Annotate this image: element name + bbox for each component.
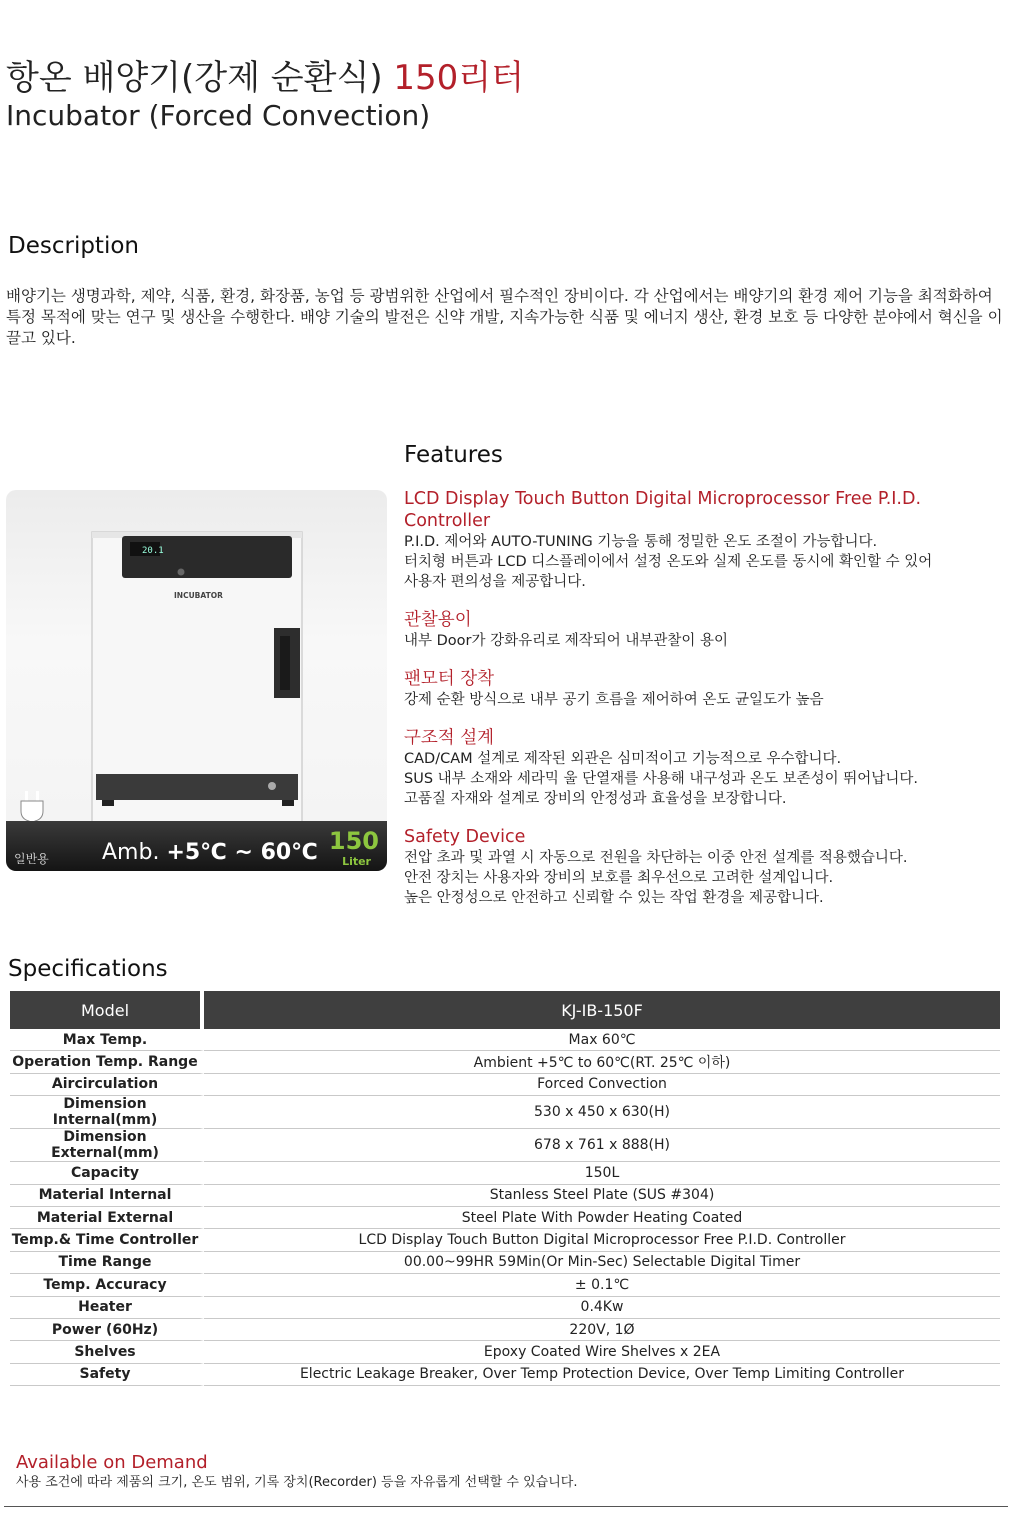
spec-key: Dimension External(mm) xyxy=(10,1129,204,1162)
incubator-label: INCUBATOR xyxy=(174,591,223,600)
spec-key: Temp.& Time Controller xyxy=(10,1229,204,1251)
feature-line: 전압 초과 및 과열 시 자동으로 전원을 차단하는 이중 안전 설계를 적용했습니다. xyxy=(404,850,908,866)
feature-item xyxy=(404,488,1004,592)
amb-range: +5℃ ~ 60℃ xyxy=(166,840,318,865)
available-text: 사용 조건에 따라 제품의 크기, 온도 범위, 기록 장치(Recorder) 등을 자유롭게 선택할 수 있습니다. xyxy=(16,1475,578,1490)
spec-value: Forced Convection xyxy=(204,1074,1000,1096)
table-row xyxy=(10,1207,1000,1229)
table-row xyxy=(10,1297,1000,1319)
feature-line: 안전 장치는 사용자와 장비의 보호를 최우선으로 고려한 설계입니다. xyxy=(404,870,834,886)
feature-item xyxy=(404,668,1004,710)
table-row xyxy=(10,1051,1000,1073)
spec-key: Time Range xyxy=(10,1252,204,1274)
spec-key: Dimension Internal(mm) xyxy=(10,1096,204,1129)
description-heading: Description xyxy=(8,233,139,259)
spec-key: Heater xyxy=(10,1297,204,1319)
spec-header-key: Model xyxy=(10,991,204,1029)
table-row xyxy=(10,1162,1000,1184)
product-image xyxy=(6,490,387,871)
display-readout: 20.1 xyxy=(142,546,164,556)
features-list xyxy=(404,488,1004,925)
spec-key: Capacity xyxy=(10,1162,204,1184)
spec-key: Aircirculation xyxy=(10,1074,204,1096)
spec-value: 220V, 1Ø xyxy=(204,1319,1000,1341)
spec-value: 530 x 450 x 630(H) xyxy=(204,1096,1000,1129)
feature-title: 구조적 설계 xyxy=(404,728,495,748)
spec-value: Stanless Steel Plate (SUS #304) xyxy=(204,1185,1000,1207)
spec-value: LCD Display Touch Button Digital Microprocessor Free P.I.D. Controller xyxy=(204,1229,1000,1251)
feature-line: 내부 Door가 강화유리로 제작되어 내부관찰이 용이 xyxy=(404,633,729,649)
spec-header-row xyxy=(10,991,1000,1029)
feature-line: 고품질 자재와 설계로 장비의 안정성과 효율성을 보장합니다. xyxy=(404,791,787,807)
spec-value: Ambient +5℃ to 60℃(RT. 25℃ 이하) xyxy=(204,1051,1000,1073)
page-title-en: Incubator (Forced Convection) xyxy=(6,99,431,132)
spec-key: Material Internal xyxy=(10,1185,204,1207)
feature-title: 팬모터 장착 xyxy=(404,669,495,689)
spec-value: Max 60℃ xyxy=(204,1029,1000,1051)
feature-item xyxy=(404,826,1004,908)
spec-key: Temp. Accuracy xyxy=(10,1274,204,1296)
incubator-illustration xyxy=(6,490,387,871)
available-heading: Available on Demand xyxy=(16,1452,208,1473)
spec-header-value: KJ-IB-150F xyxy=(204,991,1000,1029)
title-ko-accent: 150리터 xyxy=(393,58,524,98)
table-row xyxy=(10,1129,1000,1162)
spec-value: Electric Leakage Breaker, Over Temp Protection Device, Over Temp Limiting Controller xyxy=(204,1364,1000,1386)
title-ko-text: 항온 배양기(강제 순환식) xyxy=(6,58,394,98)
spec-value: Epoxy Coated Wire Shelves x 2EA xyxy=(204,1341,1000,1363)
spec-value: ± 0.1℃ xyxy=(204,1274,1000,1296)
feature-title: Safety Device xyxy=(404,827,526,847)
table-row xyxy=(10,1096,1000,1129)
feature-line: 터치형 버튼과 LCD 디스플레이에서 설정 온도와 실제 온도를 동시에 확인할 수 있어 xyxy=(404,554,933,570)
feature-line: 사용자 편의성을 제공합니다. xyxy=(404,574,586,590)
spec-value: Steel Plate With Powder Heating Coated xyxy=(204,1207,1000,1229)
liter-number: 150 xyxy=(328,827,379,855)
spec-banner xyxy=(6,821,387,871)
spec-value: 150L xyxy=(204,1162,1000,1184)
spec-table xyxy=(10,991,1000,1386)
table-row xyxy=(10,1229,1000,1251)
feature-line: 높은 안정성으로 안전하고 신뢰할 수 있는 작업 환경을 제공합니다. xyxy=(404,890,824,906)
feature-line: SUS 내부 소재와 세라믹 울 단열재를 사용해 내구성과 온도 보존성이 뛰어납니다. xyxy=(404,771,918,787)
table-row xyxy=(10,1185,1000,1207)
ambient-range xyxy=(102,840,318,865)
table-row xyxy=(10,1364,1000,1386)
feature-item xyxy=(404,727,1004,809)
bottom-divider xyxy=(4,1506,1008,1507)
spec-value: 0.4Kw xyxy=(204,1297,1000,1319)
description-text: 배양기는 생명과학, 제약, 식품, 환경, 화장품, 농업 등 광범위한 산업에서 필수적인 장비이다. 각 산업에서는 배양기의 환경 제어 기능을 최적화하여 특정 목적에 맞는 연구 및 생산을 수행한다. 배양 기술의 발전은 신약 개발, 지속가능한 식품 및 에너지 생산, 환경 보호 등 다양한 분야에서 혁신을 이끌고 있다. xyxy=(6,287,1003,347)
feature-item xyxy=(404,609,1004,651)
spec-value: 678 x 761 x 888(H) xyxy=(204,1129,1000,1162)
spec-key: Shelves xyxy=(10,1341,204,1363)
spec-key: Power (60Hz) xyxy=(10,1319,204,1341)
liter-unit: Liter xyxy=(342,855,371,868)
table-row xyxy=(10,1319,1000,1341)
table-row xyxy=(10,1029,1000,1051)
spec-value: 00.00~99HR 59Min(Or Min-Sec) Selectable Digital Timer xyxy=(204,1252,1000,1274)
page-title-ko xyxy=(6,58,524,98)
feature-line: 강제 순환 방식으로 내부 공기 흐름을 제어하여 온도 균일도가 높음 xyxy=(404,692,824,708)
table-row xyxy=(10,1252,1000,1274)
features-heading: Features xyxy=(404,442,503,468)
spec-key: Max Temp. xyxy=(10,1029,204,1051)
table-row xyxy=(10,1341,1000,1363)
use-label: 일반용 xyxy=(14,852,49,866)
table-row xyxy=(10,1074,1000,1096)
spec-key: Safety xyxy=(10,1364,204,1386)
feature-line: P.I.D. 제어와 AUTO-TUNING 기능을 통해 정밀한 온도 조절이 가능합니다. xyxy=(404,534,878,550)
feature-title: 관찰용이 xyxy=(404,610,472,630)
spec-key: Material External xyxy=(10,1207,204,1229)
amb-prefix: Amb. xyxy=(102,840,167,865)
specifications-heading: Specifications xyxy=(8,956,168,982)
feature-line: CAD/CAM 설계로 제작된 외관은 심미적이고 기능적으로 우수합니다. xyxy=(404,751,842,767)
table-row xyxy=(10,1274,1000,1296)
feature-title: LCD Display Touch Button Digital Microprocessor Free P.I.D. Controller xyxy=(404,489,922,531)
spec-key: Operation Temp. Range xyxy=(10,1051,204,1073)
